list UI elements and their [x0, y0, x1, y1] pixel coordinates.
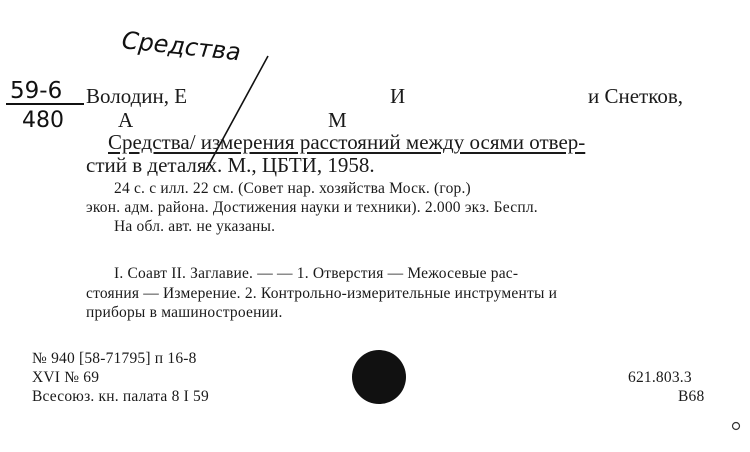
record-series: XVI № 69: [32, 369, 100, 386]
author-name: Володин, Е: [86, 84, 188, 108]
tracing-line-3: приборы в машиностроении.: [86, 304, 283, 321]
initial-m: М: [328, 108, 347, 132]
author-initial: И: [390, 84, 406, 108]
card-punch-hole: [352, 350, 406, 404]
tracing-line-2: стояния — Измерение. 2. Контрольно-измерительные инструменты и: [86, 285, 558, 302]
record-chamber: Всесоюз. кн. палата 8 I 59: [32, 388, 209, 405]
description-line-3: На обл. авт. не указаны.: [114, 218, 276, 235]
title-line-1: Средства/ измерения расстояний между осями отвер-: [108, 130, 586, 154]
coauthor-name: и Снетков,: [588, 84, 684, 108]
initial-a: А: [118, 108, 134, 132]
handwritten-subject: Средства: [120, 26, 243, 67]
description-line-2: экон. адм. района. Достижения науки и техники). 2.000 экз. Беспл.: [86, 199, 538, 216]
bbk-code: В68: [678, 388, 705, 405]
description-line-1: 24 с. с илл. 22 см. (Совет нар. хозяйства Моск. (гор.): [114, 180, 471, 197]
record-number: № 940 [58-71795] п 16-8: [32, 350, 197, 367]
udc-code: 621.803.3: [628, 369, 692, 386]
tracing-line-1: I. Соавт II. Заглавие. — — 1. Отверстия — Межосевые рас-: [114, 265, 519, 282]
corner-mark: [733, 423, 740, 430]
handwritten-number: 480: [22, 108, 64, 133]
title-line-2: стий в деталях. М., ЦБТИ, 1958.: [86, 153, 375, 177]
handwritten-call-number: 59-6: [10, 78, 63, 104]
